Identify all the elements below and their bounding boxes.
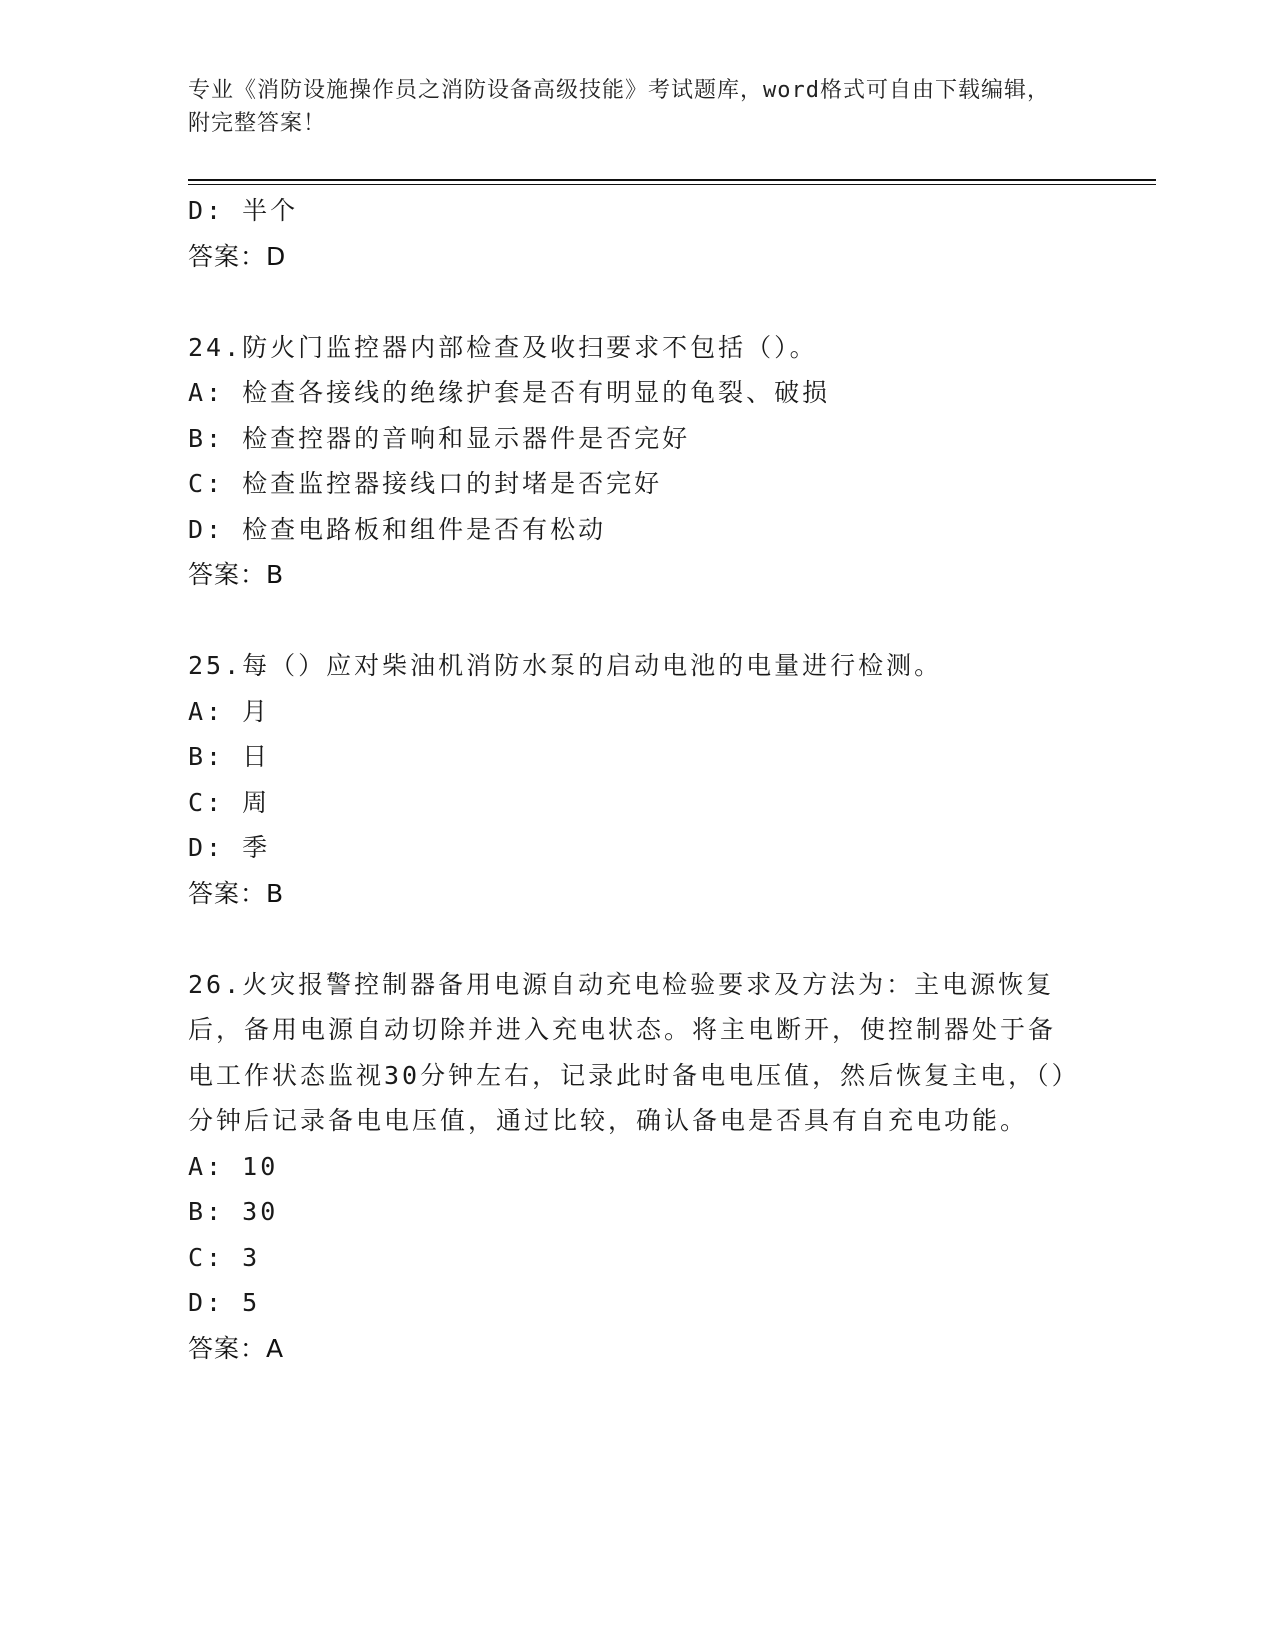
option-a: A: 10 xyxy=(188,1151,279,1181)
option-b: B: 30 xyxy=(188,1197,279,1226)
option-a: A: 检查各接线的绝缘护套是否有明显的龟裂、破损 xyxy=(188,378,831,407)
question-stem: 24.防火门监控器内部检查及收扫要求不包括（）。 xyxy=(188,332,818,362)
prev-question-tail xyxy=(188,188,1088,279)
option-d: D: 季 xyxy=(188,833,271,862)
question-stem: 25.每（）应对柴油机消防水泵的启动电池的电量进行检测。 xyxy=(188,651,943,680)
option-d: D: 半个 xyxy=(188,196,299,225)
answer-line: 答案：A xyxy=(188,1333,285,1363)
spacer xyxy=(188,598,1088,644)
answer-line: 答案：D xyxy=(188,241,287,271)
option-b: B: 检查控器的音响和显示器件是否完好 xyxy=(188,423,691,453)
question-list xyxy=(188,188,1088,1371)
header-rule-thick xyxy=(188,179,1156,181)
option-c: C: 周 xyxy=(188,787,271,817)
answer-line: 答案：B xyxy=(188,560,285,589)
document-header: 专业《消防设施操作员之消防设备高级技能》考试题库，word格式可自由下载编辑，附完整答案！ xyxy=(188,78,1050,136)
option-b: B: 日 xyxy=(188,742,271,771)
answer-line: 答案：B xyxy=(188,878,285,908)
question-stem: 26.火灾报警控制器备用电源自动充电检验要求及方法为：主电源恢复后，备用电源自动切除并进入充电状态。将主电断开，使控制器处于备电工作状态监视30分钟左右，记录此时备电电压值，然后恢复主电，（）分钟后记录备电电压值，通过比较，确认备电是否具有自充电功能。 xyxy=(188,969,1068,1135)
header-rule-thin xyxy=(188,184,1156,185)
option-d: D: 检查电路板和组件是否有松动 xyxy=(188,514,607,544)
question-26 xyxy=(188,962,1088,1372)
option-a: A: 月 xyxy=(188,696,271,726)
option-d: D: 5 xyxy=(188,1288,261,1317)
question-24 xyxy=(188,325,1088,598)
question-25 xyxy=(188,643,1088,916)
spacer xyxy=(188,279,1088,325)
option-c: C: 检查监控器接线口的封堵是否完好 xyxy=(188,469,663,498)
option-c: C: 3 xyxy=(188,1242,261,1272)
spacer xyxy=(188,916,1088,962)
